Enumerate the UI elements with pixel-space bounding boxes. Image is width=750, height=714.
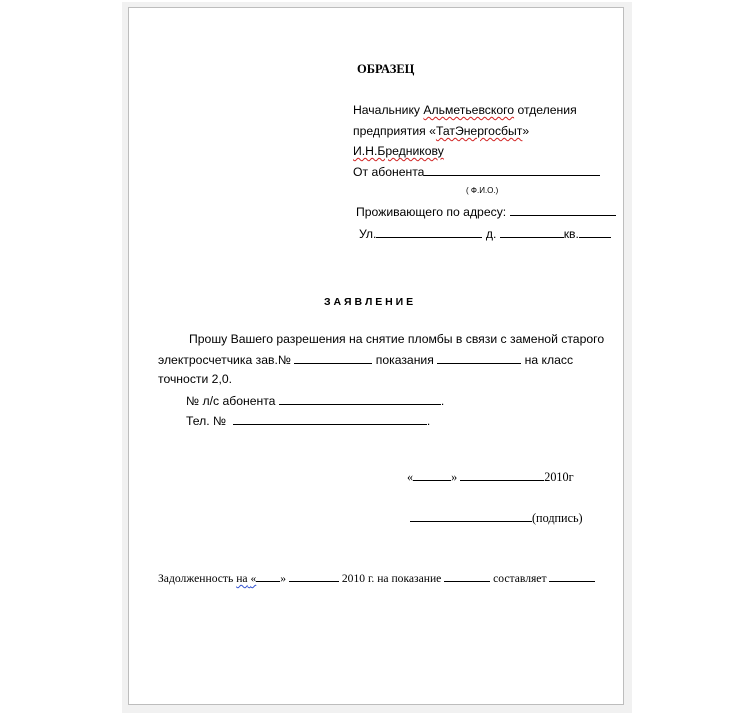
date-open-quote: «	[407, 470, 414, 484]
spellcheck-word: ТатЭнергосбыт	[435, 124, 523, 138]
account-line	[186, 393, 444, 408]
debt-open-quote: «	[250, 572, 257, 585]
street-line	[359, 226, 611, 241]
debt-month-blank[interactable]	[289, 570, 339, 582]
meter-number-blank[interactable]	[294, 352, 372, 364]
reading-blank[interactable]	[437, 352, 521, 364]
house-blank[interactable]	[500, 226, 564, 238]
signature-blank[interactable]	[410, 510, 532, 522]
debt-on: на	[236, 572, 248, 585]
debt-prefix: Задолженность	[158, 572, 237, 585]
day-blank[interactable]	[413, 469, 451, 481]
address-blank[interactable]	[510, 204, 616, 216]
class-label: на класс	[524, 353, 574, 367]
fio-hint: ( Ф.И.О.)	[466, 186, 499, 195]
from-blank[interactable]	[424, 164, 600, 176]
sample-label: ОБРАЗЕЦ	[357, 62, 415, 76]
apt-label: кв.	[563, 227, 579, 241]
phone-blank[interactable]	[233, 413, 427, 425]
addressee-line-1-suffix: отделения	[514, 103, 577, 117]
addressee-line-1-prefix: Начальнику	[353, 103, 424, 117]
addressee-line-2-suffix: »	[522, 124, 530, 138]
debt-reading-blank[interactable]	[444, 570, 490, 582]
date-year: 2010г	[544, 470, 574, 484]
date-line	[407, 469, 574, 485]
house-label: д.	[485, 227, 497, 241]
phone-line	[186, 413, 430, 428]
debt-on-word	[236, 572, 256, 585]
address-line	[356, 204, 616, 219]
reading-label: показания	[375, 353, 434, 367]
apt-blank[interactable]	[579, 226, 611, 238]
meter-label: электросчетчика зав.№	[158, 353, 291, 367]
body-line-1: Прошу Вашего разрешения на снятие пломбы в связи с заменой старого	[189, 332, 605, 346]
debt-close-quote: »	[280, 572, 287, 585]
addressee-line-1	[353, 103, 577, 117]
address-label: Проживающего по адресу:	[356, 205, 507, 219]
debt-amount-blank[interactable]	[549, 570, 595, 582]
street-label: Ул.	[359, 227, 377, 241]
addressee-name: И.Н.Бредникову	[353, 144, 444, 158]
date-close-quote: »	[451, 470, 458, 484]
statement-title: З А Я В Л Е Н И Е	[324, 296, 414, 308]
spellcheck-word: Альметьевского	[423, 103, 515, 117]
addressee-line-2	[353, 124, 529, 138]
street-blank[interactable]	[376, 226, 482, 238]
body-line-3: точности 2,0.	[158, 372, 233, 386]
body-line-2	[158, 352, 573, 367]
debt-year-text: 2010 г. на показание	[341, 572, 442, 585]
debt-amount-label: составляет	[493, 572, 547, 585]
account-blank[interactable]	[279, 393, 441, 405]
from-label: От абонента	[353, 165, 425, 179]
account-label: № л/с абонента	[186, 394, 276, 408]
addressee-line-3	[353, 144, 444, 158]
addressee-line-2-prefix: предприятия «	[353, 124, 436, 138]
month-blank[interactable]	[460, 469, 544, 481]
signature-label: (подпись)	[532, 511, 583, 525]
debt-day-blank[interactable]	[256, 570, 280, 582]
from-line	[353, 164, 600, 179]
debt-line	[158, 570, 595, 585]
signature-line	[410, 510, 583, 526]
account-period: .	[440, 394, 445, 408]
phone-label: Тел. №	[186, 414, 227, 428]
phone-period: .	[426, 414, 431, 428]
